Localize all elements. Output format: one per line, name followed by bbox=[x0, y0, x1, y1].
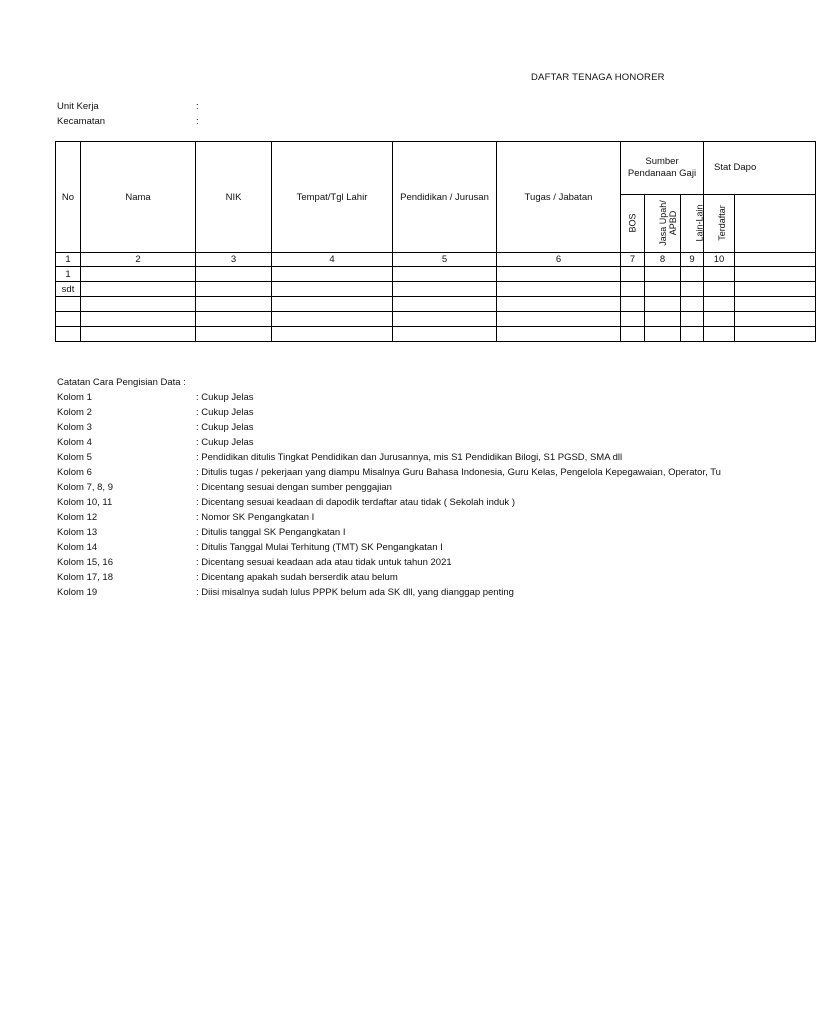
table-cell bbox=[621, 312, 645, 327]
table-cell bbox=[272, 282, 393, 297]
table-cell bbox=[81, 327, 196, 342]
table-cell bbox=[196, 297, 272, 312]
table-cell bbox=[621, 282, 645, 297]
table-cell bbox=[272, 312, 393, 327]
note-key: Kolom 13 bbox=[57, 527, 98, 538]
note-key: Kolom 17, 18 bbox=[57, 572, 113, 583]
header-extra-cell bbox=[735, 195, 816, 253]
honorer-table-viewport bbox=[55, 141, 757, 347]
table-cell bbox=[393, 282, 497, 297]
note-key: Kolom 6 bbox=[57, 467, 92, 478]
header-jasa-upah-cell bbox=[645, 195, 681, 253]
note-item bbox=[57, 525, 737, 540]
column-number: 7 bbox=[621, 253, 645, 267]
table-cell bbox=[704, 297, 735, 312]
column-number: 8 bbox=[645, 253, 681, 267]
column-number: 4 bbox=[272, 253, 393, 267]
table-cell bbox=[704, 282, 735, 297]
note-key: Kolom 5 bbox=[57, 452, 92, 463]
note-value: : Cukup Jelas bbox=[196, 407, 254, 418]
note-value: : Diisi misalnya sudah lulus PPPK belum ada SK dll, yang dianggap penting bbox=[196, 587, 514, 598]
table-cell bbox=[645, 297, 681, 312]
table-cell bbox=[621, 327, 645, 342]
note-value: : Nomor SK Pengangkatan I bbox=[196, 512, 315, 523]
header-pendidikan: Pendidikan / Jurusan bbox=[393, 142, 497, 253]
table-cell bbox=[621, 297, 645, 312]
header-status-dapodik: Stat Dapo bbox=[704, 142, 816, 195]
header-bos: BOS bbox=[627, 213, 638, 233]
note-item bbox=[57, 450, 737, 465]
table-cell bbox=[681, 327, 704, 342]
header-sumber-pendanaan: Sumber Pendanaan Gaji bbox=[621, 142, 704, 195]
header-terdaftar-cell bbox=[704, 195, 735, 253]
column-number-row bbox=[56, 253, 816, 267]
note-item bbox=[57, 480, 737, 495]
table-cell bbox=[645, 282, 681, 297]
note-value: : Cukup Jelas bbox=[196, 422, 254, 433]
note-item bbox=[57, 420, 737, 435]
table-cell bbox=[81, 282, 196, 297]
note-item bbox=[57, 495, 737, 510]
note-key: Kolom 7, 8, 9 bbox=[57, 482, 113, 493]
table-cell bbox=[272, 297, 393, 312]
table-cell bbox=[735, 297, 816, 312]
table-cell bbox=[196, 282, 272, 297]
header-tugas: Tugas / Jabatan bbox=[497, 142, 621, 253]
table-cell bbox=[497, 282, 621, 297]
table-cell bbox=[681, 297, 704, 312]
table-cell bbox=[272, 327, 393, 342]
table-cell bbox=[621, 267, 645, 282]
note-key: Kolom 14 bbox=[57, 542, 98, 553]
table-cell bbox=[735, 312, 816, 327]
column-number: 10 bbox=[704, 253, 735, 267]
header-bos-cell bbox=[621, 195, 645, 253]
column-number: 9 bbox=[681, 253, 704, 267]
note-item bbox=[57, 555, 737, 570]
notes-heading: Catatan Cara Pengisian Data : bbox=[57, 377, 186, 388]
table-cell bbox=[196, 267, 272, 282]
table-cell bbox=[497, 297, 621, 312]
header-nik: NIK bbox=[196, 142, 272, 253]
header-nama: Nama bbox=[81, 142, 196, 253]
table-cell bbox=[196, 312, 272, 327]
note-key: Kolom 12 bbox=[57, 512, 98, 523]
table-cell bbox=[497, 327, 621, 342]
kecamatan-label: Kecamatan bbox=[57, 116, 106, 127]
table-cell bbox=[497, 267, 621, 282]
note-item bbox=[57, 510, 737, 525]
row-no: sdt bbox=[56, 282, 81, 297]
column-number: 1 bbox=[56, 253, 81, 267]
table-cell bbox=[196, 327, 272, 342]
header-tempat-tgl-lahir: Tempat/Tgl Lahir bbox=[272, 142, 393, 253]
table-cell bbox=[393, 297, 497, 312]
note-key: Kolom 1 bbox=[57, 392, 92, 403]
row-no bbox=[56, 327, 81, 342]
unit-kerja-label: Unit Kerja bbox=[57, 101, 99, 112]
table-cell bbox=[645, 267, 681, 282]
note-value: : Cukup Jelas bbox=[196, 437, 254, 448]
column-number: 3 bbox=[196, 253, 272, 267]
header-lain-lain: Lain-Lain bbox=[694, 204, 705, 242]
column-number: 5 bbox=[393, 253, 497, 267]
table-cell bbox=[497, 312, 621, 327]
table-cell bbox=[645, 312, 681, 327]
note-item bbox=[57, 465, 737, 480]
column-number: 2 bbox=[81, 253, 196, 267]
table-cell bbox=[393, 267, 497, 282]
table-cell bbox=[393, 312, 497, 327]
table-cell bbox=[81, 267, 196, 282]
note-value: : Dicentang sesuai keadaan di dapodik terdaftar atau tidak ( Sekolah induk ) bbox=[196, 497, 515, 508]
note-key: Kolom 15, 16 bbox=[57, 557, 113, 568]
note-value: : Dicentang sesuai dengan sumber penggajian bbox=[196, 482, 392, 493]
table-cell bbox=[704, 312, 735, 327]
note-key: Kolom 4 bbox=[57, 437, 92, 448]
note-item bbox=[57, 570, 737, 585]
table-cell bbox=[681, 267, 704, 282]
unit-kerja-colon: : bbox=[196, 101, 199, 112]
header-lain-lain-cell bbox=[681, 195, 704, 253]
note-value: : Cukup Jelas bbox=[196, 392, 254, 403]
note-value: : Ditulis Tanggal Mulai Terhitung (TMT) SK Pengangkatan I bbox=[196, 542, 443, 553]
honorer-table bbox=[55, 141, 816, 342]
table-cell bbox=[735, 327, 816, 342]
note-value: : Dicentang apakah sudah berserdik atau belum bbox=[196, 572, 398, 583]
table-cell bbox=[704, 267, 735, 282]
table-cell bbox=[735, 282, 816, 297]
header-jasa-upah: Jasa Upah/ APBD bbox=[658, 200, 678, 246]
note-item bbox=[57, 405, 737, 420]
table-cell bbox=[704, 327, 735, 342]
table-cell bbox=[681, 282, 704, 297]
header-terdaftar: Terdaftar bbox=[716, 205, 727, 241]
table-cell bbox=[81, 297, 196, 312]
note-item bbox=[57, 390, 737, 405]
note-key: Kolom 2 bbox=[57, 407, 92, 418]
table-cell bbox=[645, 327, 681, 342]
page-title: DAFTAR TENAGA HONORER bbox=[531, 72, 665, 83]
note-item bbox=[57, 435, 737, 450]
header-no: No bbox=[56, 142, 81, 253]
table-cell bbox=[681, 312, 704, 327]
note-value: : Ditulis tanggal SK Pengangkatan I bbox=[196, 527, 346, 538]
note-key: Kolom 19 bbox=[57, 587, 98, 598]
table-cell bbox=[272, 267, 393, 282]
note-value: : Ditulis tugas / pekerjaan yang diampu Misalnya Guru Bahasa Indonesia, Guru Kelas, Pengelola Kepegawaian, Operator, Tu bbox=[196, 467, 721, 478]
column-number: 6 bbox=[497, 253, 621, 267]
table-cell bbox=[393, 327, 497, 342]
table-row bbox=[56, 267, 816, 282]
note-value: : Dicentang sesuai keadaan ada atau tidak untuk tahun 2021 bbox=[196, 557, 452, 568]
note-item bbox=[57, 540, 737, 555]
table-row bbox=[56, 282, 816, 297]
table-cell bbox=[81, 312, 196, 327]
table-row bbox=[56, 327, 816, 342]
row-no bbox=[56, 312, 81, 327]
note-value: : Pendidikan ditulis Tingkat Pendidikan dan Jurusannya, mis S1 Pendidikan Bilogi, S1 PGSD, SMA dll bbox=[196, 452, 623, 463]
row-no: 1 bbox=[56, 267, 81, 282]
filling-notes bbox=[57, 375, 737, 600]
row-no bbox=[56, 297, 81, 312]
table-cell bbox=[735, 267, 816, 282]
table-row bbox=[56, 312, 816, 327]
column-number bbox=[735, 253, 816, 267]
note-item bbox=[57, 585, 737, 600]
note-key: Kolom 10, 11 bbox=[57, 497, 113, 508]
kecamatan-colon: : bbox=[196, 116, 199, 127]
table-row bbox=[56, 297, 816, 312]
note-key: Kolom 3 bbox=[57, 422, 92, 433]
